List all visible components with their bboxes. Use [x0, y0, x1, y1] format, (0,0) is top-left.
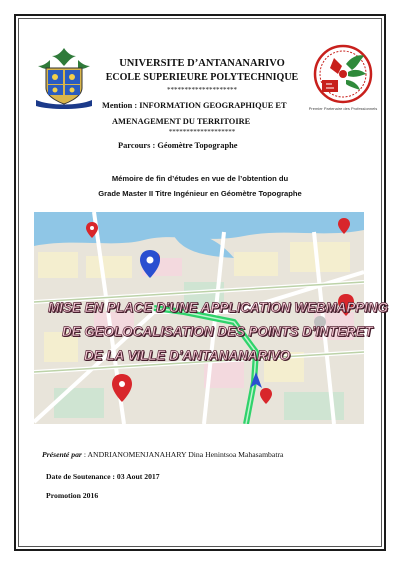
memoire-description — [30, 171, 370, 201]
mention-block — [102, 98, 312, 130]
presented-by — [42, 450, 283, 459]
university-name: UNIVERSITE D’ANTANANARIVO — [119, 58, 285, 69]
thesis-title-line-2: DE GEOLOCALISATION DES POINTS D’INTERET — [62, 324, 373, 339]
cover-map-illustration — [34, 212, 364, 424]
separator-stars-top: ******************** — [167, 86, 237, 94]
university-crest-logo — [32, 46, 96, 110]
school-logo-caption: Premier Partenaire des Professionnels — [308, 106, 378, 111]
memoire-line-2: Grade Master II Titre Ingénieur en Géomètre Topographe — [98, 189, 302, 198]
mention-line-2: AMENAGEMENT DU TERRITOIRE — [112, 117, 251, 126]
promotion-year: Promotion 2016 — [46, 491, 99, 500]
defense-date: Date de Soutenance : 03 Aout 2017 — [46, 472, 160, 481]
thesis-title-line-3: DE LA VILLE D’ANTANANARIVO — [84, 348, 291, 363]
separator-stars-bottom: ******************* — [168, 128, 236, 136]
parcours-label: Parcours : Géomètre Topographe — [118, 141, 238, 150]
school-name: ECOLE SUPERIEURE POLYTECHNIQUE — [105, 72, 299, 83]
presented-by-author: : ANDRIANOMENJANAHARY Dina Henintsoa Mahasambatra — [81, 450, 284, 459]
presented-by-label: Présenté par — [42, 450, 82, 459]
school-emblem-logo — [312, 44, 374, 110]
thesis-title-line-1: MISE EN PLACE D’UNE APPLICATION WEBMAPPING — [48, 300, 388, 315]
mention-line-1: Mention : INFORMATION GEOGRAPHIQUE ET — [102, 101, 287, 110]
memoire-line-1: Mémoire de fin d’études en vue de l’obtention du — [111, 174, 289, 183]
